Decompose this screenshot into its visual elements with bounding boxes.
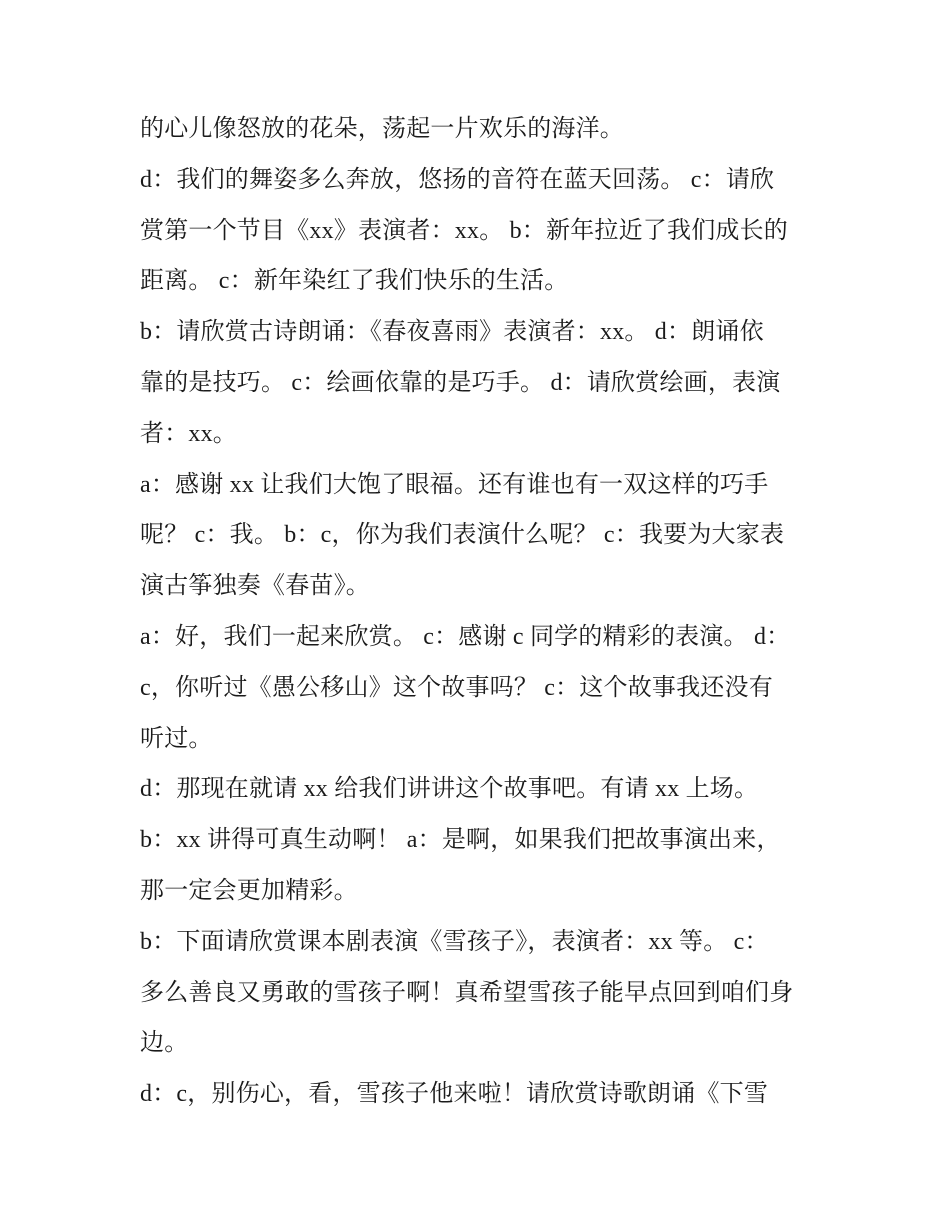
text-line: b：下面请欣赏课本剧表演《雪孩子》，表演者：xx 等。 c：	[140, 928, 769, 955]
text-line: d：c，别伤心，看，雪孩子他来啦！请欣赏诗歌朗诵《下雪	[140, 1081, 769, 1108]
text-line: d：我们的舞姿多么奔放，悠扬的音符在蓝天回荡。 c：请欣	[140, 166, 775, 193]
text-line: 那一定会更加精彩。	[140, 877, 358, 904]
text-line: d：那现在就请 xx 给我们讲讲这个故事吧。有请 xx 上场。	[140, 776, 759, 803]
text-line: b：xx 讲得可真生动啊！ a：是啊，如果我们把故事演出来，	[140, 827, 781, 854]
text-line: 的心儿像怒放的花朵，荡起一片欢乐的海洋。	[140, 116, 624, 142]
text-line: 赏第一个节目《xx》表演者：xx。 b：新年拉近了我们成长的	[140, 217, 788, 244]
text-line: 者：xx。	[140, 420, 237, 447]
text-line: a：好，我们一起来欣赏。 c：感谢 c 同学的精彩的表演。 d：	[140, 623, 791, 650]
text-line: b：请欣赏古诗朗诵：《春夜喜雨》表演者：xx。 d：朗诵依	[140, 319, 764, 346]
text-line: 距离。 c：新年染红了我们快乐的生活。	[140, 268, 569, 295]
text-line: 呢？ c：我。 b：c，你为我们表演什么呢？ c：我要为大家表	[140, 522, 785, 549]
text-line: 边。	[140, 1030, 189, 1057]
text-line: 听过。	[140, 725, 213, 752]
text-line: a：感谢 xx 让我们大饱了眼福。还有谁也有一双这样的巧手	[140, 471, 769, 498]
text-line: 靠的是技巧。 c：绘画依靠的是巧手。 d：请欣赏绘画，表演	[140, 369, 781, 396]
text-line: c，你听过《愚公移山》这个故事吗？ c：这个故事我还没有	[140, 674, 773, 701]
text-line: 演古筝独奏《春苗》。	[140, 573, 370, 600]
document-body	[140, 111, 820, 1127]
text-line: 多么善良又勇敢的雪孩子啊！真希望雪孩子能早点回到咱们身	[140, 979, 794, 1006]
